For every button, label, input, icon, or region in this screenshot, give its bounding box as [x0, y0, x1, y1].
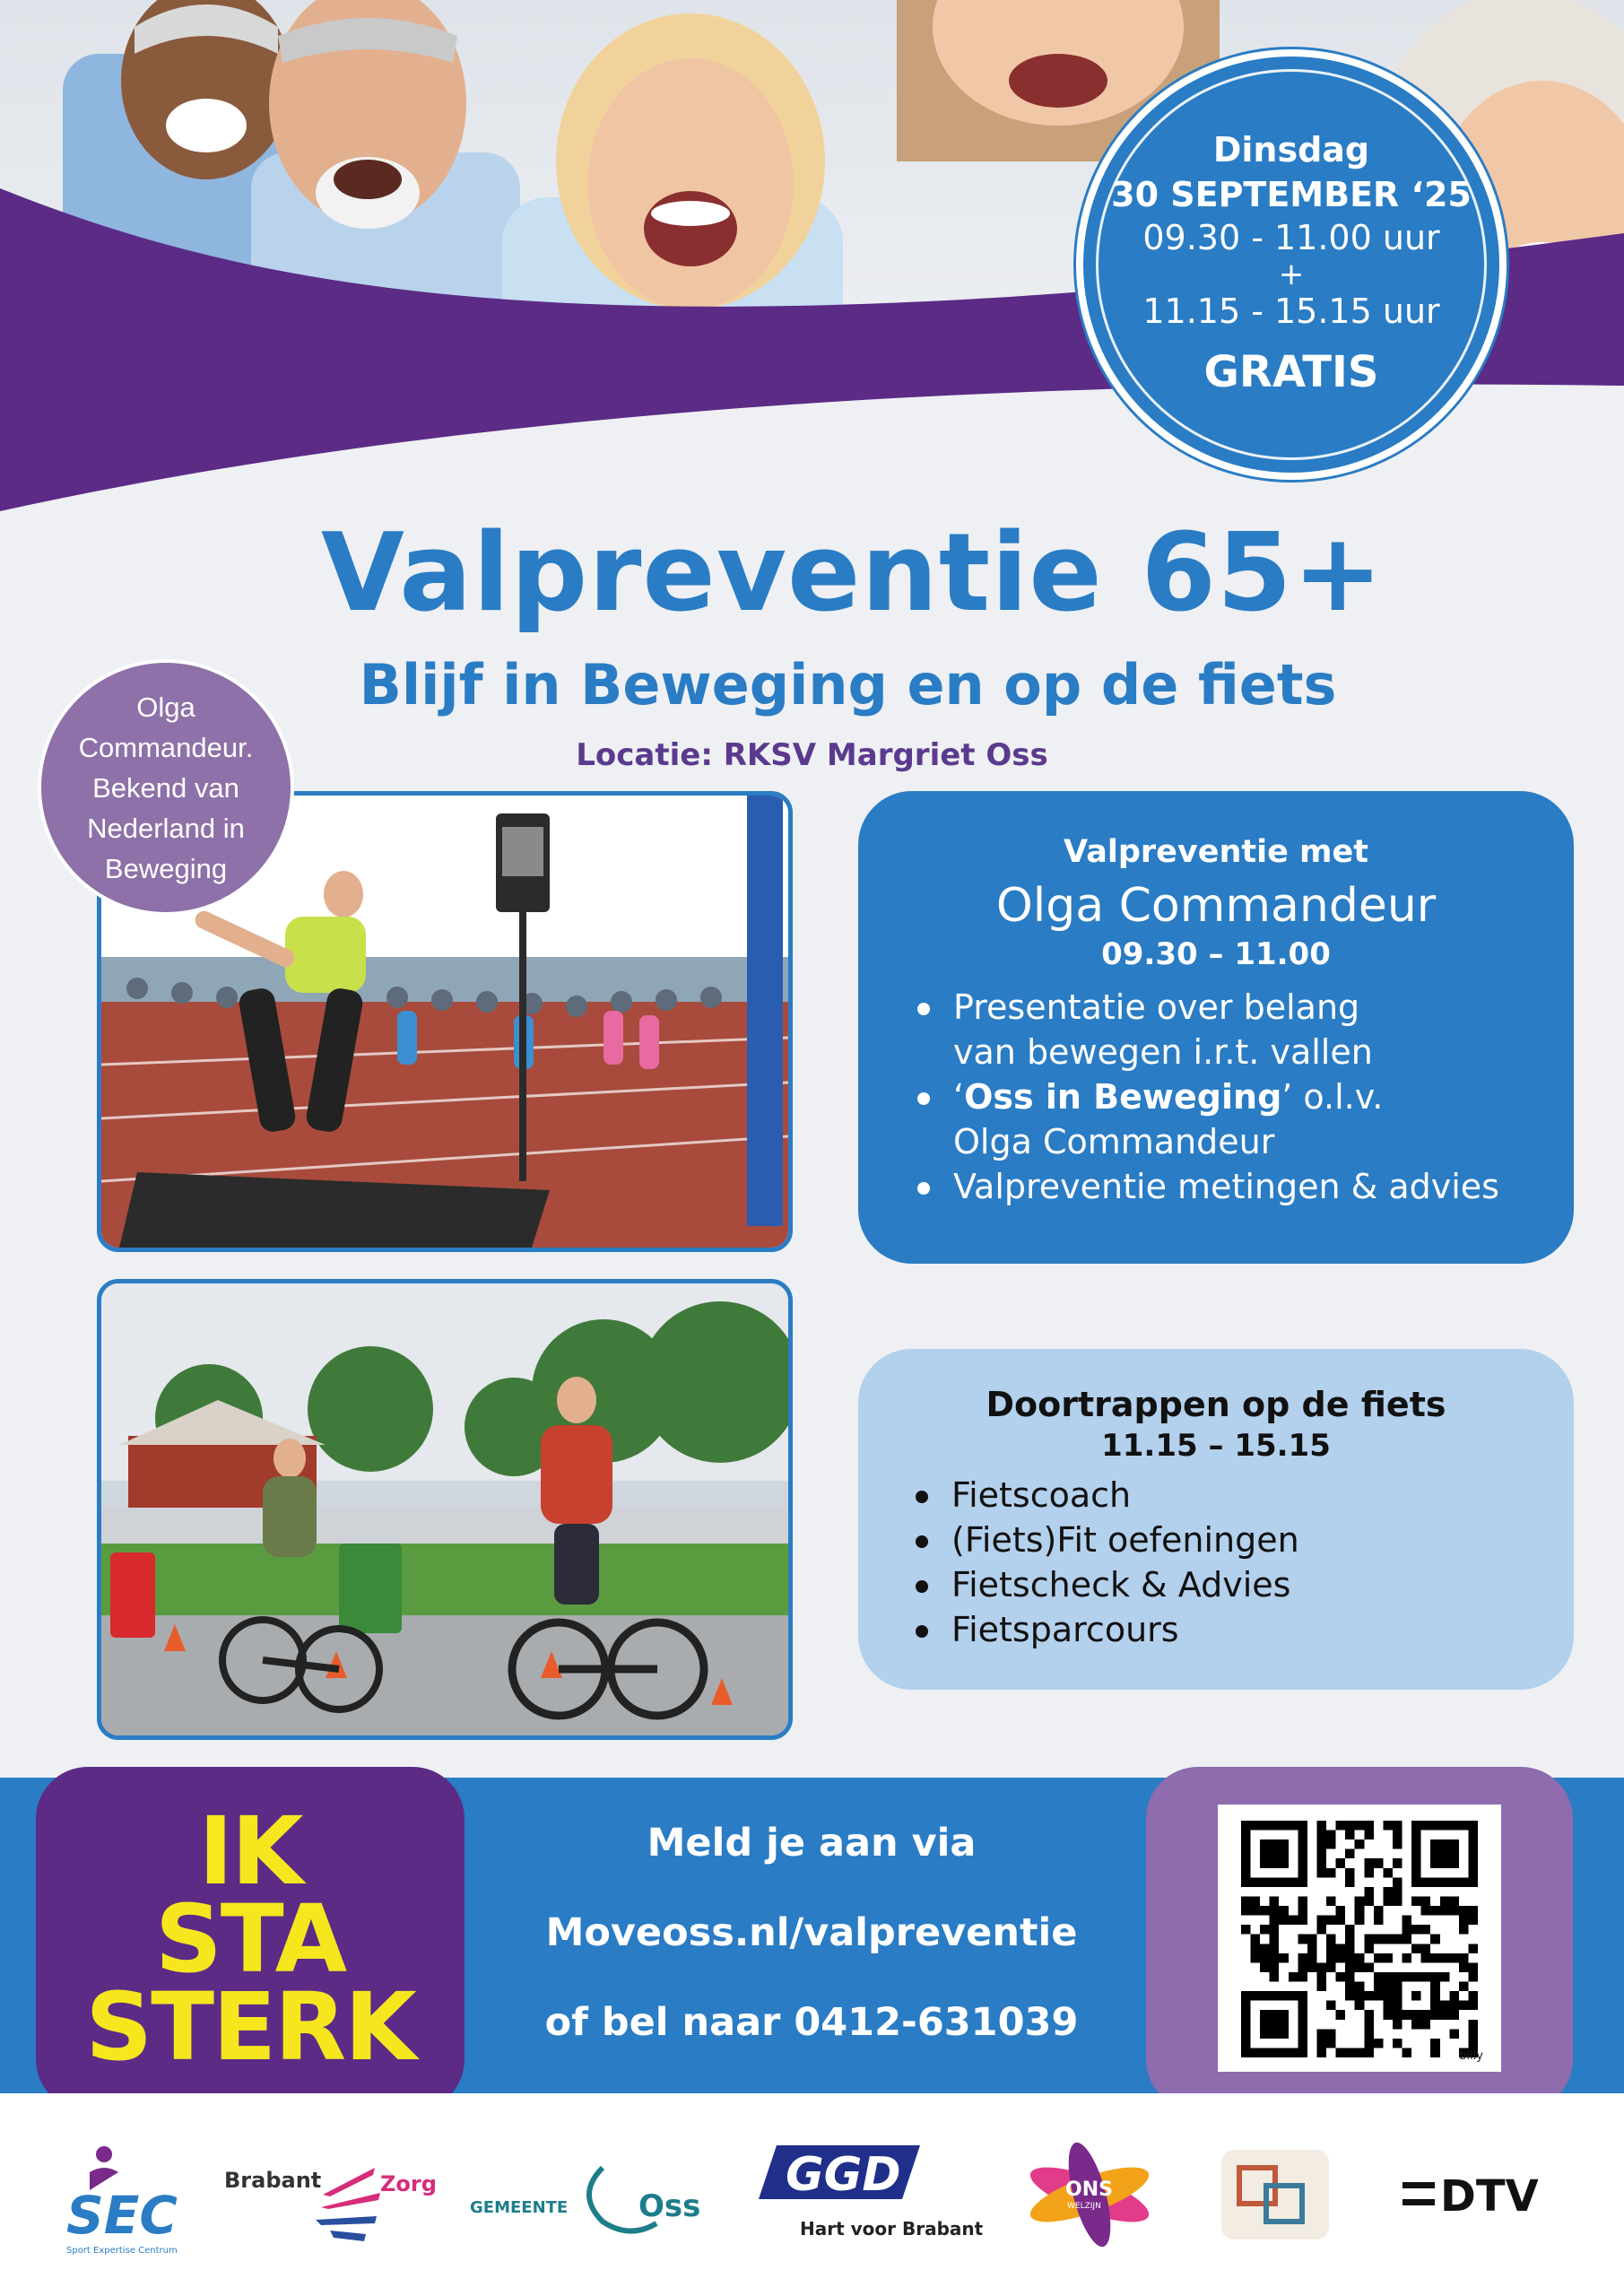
qr-code-icon — [1241, 1821, 1478, 2057]
qr-card — [1146, 1767, 1573, 2111]
gemeente-oss-right: Oss — [638, 2188, 701, 2224]
badge-day: Dinsdag — [1212, 130, 1370, 170]
brabant-zorg-left: Brabant — [224, 2168, 322, 2193]
olga-callout-line: Beweging — [104, 852, 228, 884]
ons-mark: ONS — [1065, 2179, 1113, 2201]
olga-card-kicker: Valpreventie met — [1064, 834, 1368, 870]
date-badge-ring — [1096, 69, 1487, 460]
slogan-line: IK — [198, 1796, 302, 1906]
signup-phone[interactable]: of bel naar 0412-631039 — [544, 2000, 1079, 2045]
sponsor-strip — [0, 2093, 1624, 2296]
list-item — [910, 1473, 1574, 1518]
bullet-icon — [916, 1580, 928, 1593]
list-item-text: Olga Commandeur — [953, 1122, 1275, 1161]
ggd-caption: Hart voor Brabant — [800, 2218, 984, 2239]
page-title: Valpreventie 65+ — [320, 511, 1385, 636]
bike-card-time: 11.15 – 15.15 — [1101, 1428, 1331, 1464]
slogan-line: STA — [154, 1884, 346, 1994]
brabant-zorg-right: Zorg — [380, 2171, 437, 2196]
list-item — [912, 1164, 1574, 1209]
date-badge — [1076, 49, 1507, 480]
ggd-logo — [759, 2093, 992, 2296]
cycling-photo — [97, 1279, 793, 1740]
bike-card-kicker: Doortrappen op de fiets — [986, 1385, 1446, 1424]
olga-activity-list — [858, 985, 1574, 1209]
badge-date: 30 SEPTEMBER ‘25 — [1111, 175, 1472, 214]
bike-session-card — [858, 1349, 1574, 1690]
olga-callout — [38, 659, 294, 916]
gemeente-oss-logo — [468, 2093, 701, 2296]
list-item-text: ’ o.l.v. — [1281, 1077, 1384, 1117]
olga-session-card — [858, 791, 1574, 1264]
bullet-icon — [916, 1535, 928, 1548]
dtv-mark: DTV — [1440, 2171, 1539, 2222]
partner-emblem-logo — [1212, 2093, 1338, 2296]
list-item-text: (Fiets)Fit oefeningen — [951, 1520, 1299, 1560]
badge-time-afternoon: 11.15 - 15.15 uur — [1142, 291, 1440, 331]
badge-plus: + — [1278, 257, 1305, 292]
list-item-text — [953, 1074, 1574, 1119]
gemeente-oss-left: GEMEENTE — [470, 2198, 569, 2217]
olga-callout-line: Olga — [136, 691, 195, 723]
quote-open: ‘ — [953, 1077, 965, 1117]
bullet-icon — [917, 1003, 930, 1015]
bullet-icon — [917, 1092, 930, 1105]
qr-brand-label: billy — [1459, 2049, 1483, 2063]
brabant-zorg-logo — [222, 2093, 438, 2296]
signup-intro: Meld je aan via — [647, 1821, 977, 1866]
olga-card-name: Olga Commandeur — [995, 879, 1437, 933]
highlight-program: Oss in Beweging — [964, 1077, 1282, 1117]
bike-activity-list — [858, 1473, 1574, 1652]
bullet-icon — [916, 1491, 928, 1503]
olga-callout-line: Commandeur. — [78, 731, 254, 763]
list-item-text: van bewegen i.r.t. vallen — [953, 1032, 1373, 1072]
list-item-text: Valpreventie metingen & advies — [953, 1167, 1499, 1206]
sec-mark: SEC — [66, 2185, 178, 2246]
list-item-text: Presentatie over belang — [953, 987, 1360, 1027]
sec-logo — [63, 2093, 197, 2296]
badge-price: GRATIS — [1203, 347, 1379, 397]
list-item-text: Fietscheck & Advies — [951, 1565, 1291, 1605]
qr-code[interactable] — [1218, 1805, 1501, 2072]
event-location: Locatie: RKSV Margriet Oss — [576, 737, 1048, 773]
dtv-logo — [1399, 2093, 1578, 2296]
slogan-block — [36, 1767, 465, 2111]
olga-callout-line: Nederland in — [87, 812, 245, 844]
badge-time-morning: 09.30 - 11.00 uur — [1142, 218, 1440, 257]
ons-sub: WELZIJN — [1067, 2202, 1101, 2211]
bullet-icon — [916, 1625, 928, 1638]
page-subtitle: Blijf in Beweging en op de fiets — [359, 652, 1337, 718]
list-item — [912, 1074, 1574, 1164]
ons-welzijn-logo — [1013, 2093, 1166, 2296]
olga-callout-line: Bekend van — [92, 771, 239, 804]
list-item-text: Fietsparcours — [951, 1610, 1179, 1649]
signup-url-link[interactable]: Moveoss.nl/valpreventie — [545, 1910, 1078, 1955]
list-item — [910, 1518, 1574, 1562]
list-item — [910, 1607, 1574, 1652]
list-item — [910, 1562, 1574, 1607]
sec-caption: Sport Expertise Centrum — [66, 2246, 178, 2256]
list-item-text: Fietscoach — [951, 1475, 1132, 1515]
list-item — [912, 985, 1574, 1074]
olga-card-time: 09.30 – 11.00 — [1101, 936, 1331, 972]
hero-section — [0, 0, 1624, 520]
bullet-icon — [917, 1182, 930, 1195]
ggd-mark: GGD — [786, 2148, 901, 2202]
slogan-line: STERK — [85, 1972, 415, 2082]
